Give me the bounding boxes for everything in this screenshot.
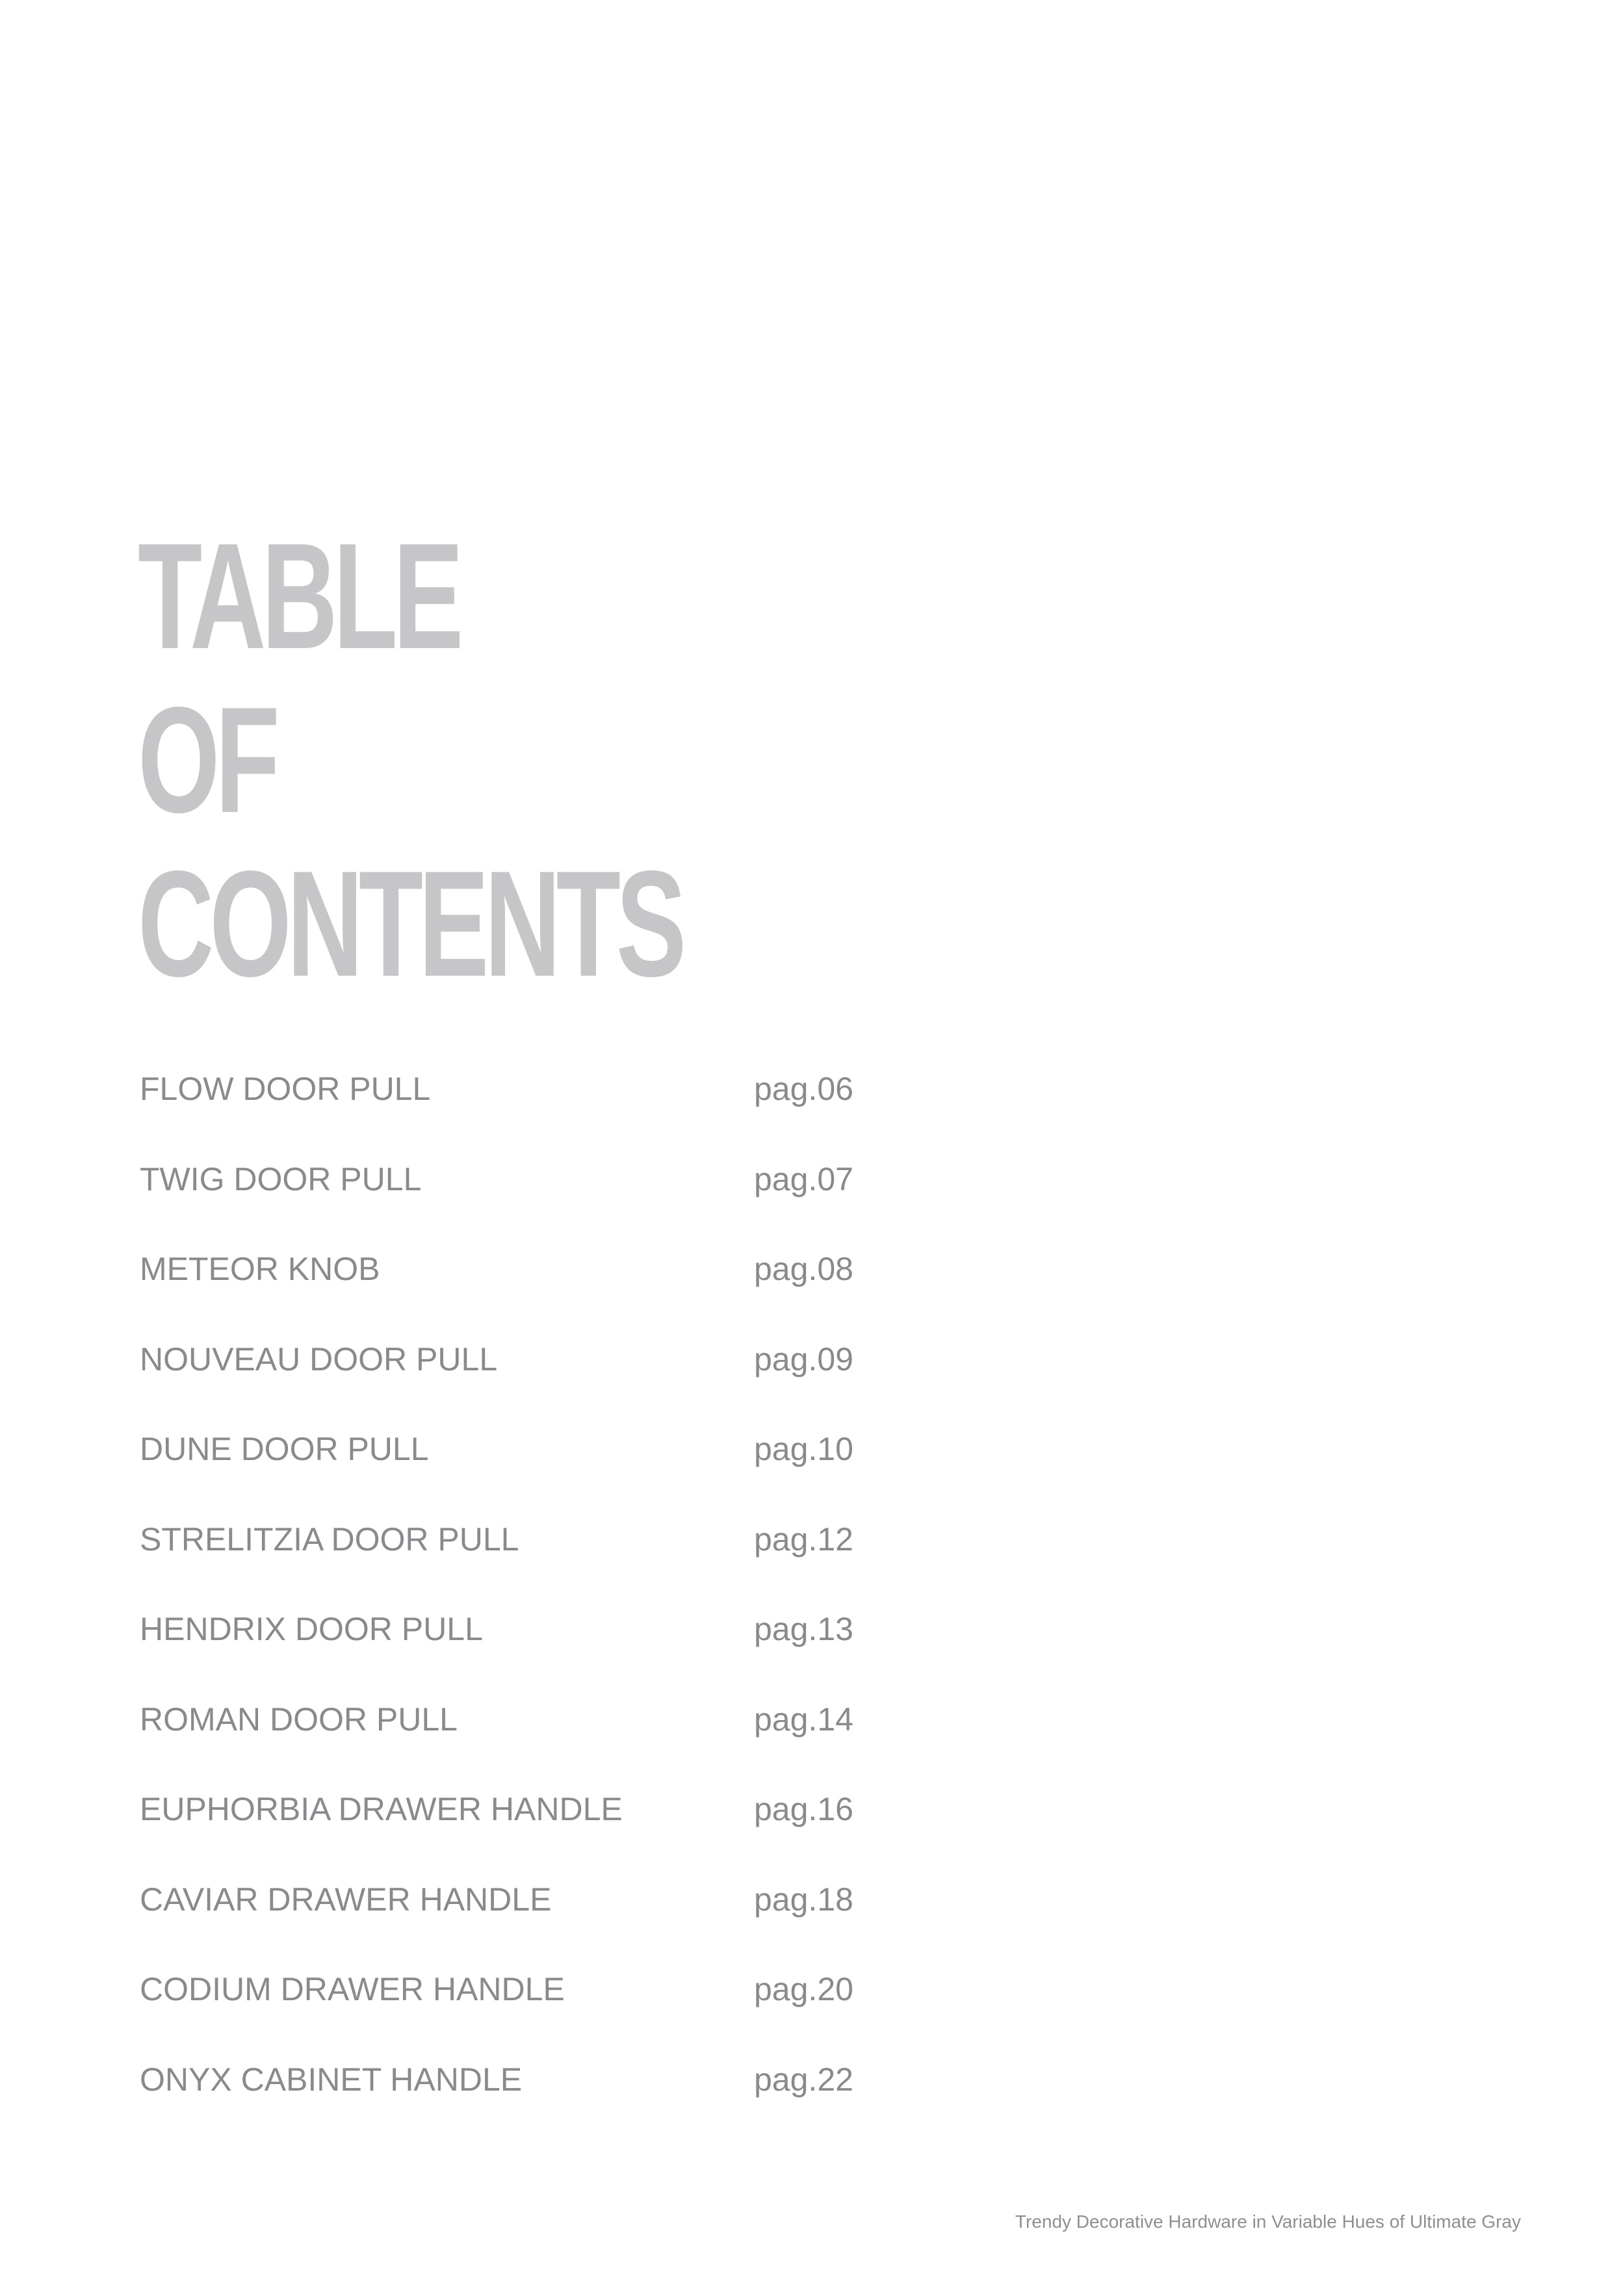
toc-entry-title: TWIG DOOR PULL [140,1160,422,1197]
toc-entry-title: EUPHORBIA DRAWER HANDLE [140,1791,623,1827]
toc-entry[interactable] [140,1066,920,1156]
toc-entry-title: ONYX CABINET HANDLE [140,2061,523,2098]
toc-entry[interactable] [140,2057,920,2147]
toc-entry-title: NOUVEAU DOOR PULL [140,1340,498,1377]
toc-entry-page: pag.06 [754,1071,853,1107]
toc-entry[interactable] [140,1426,920,1517]
toc-entry-title: CAVIAR DRAWER HANDLE [140,1881,552,1918]
page-footer: Trendy Decorative Hardware in Variable Hues of Ultimate Gray [1015,2211,1521,2232]
toc-entry[interactable] [140,1517,920,1607]
toc-entry-title: METEOR KNOB [140,1251,380,1287]
toc-entry-page: pag.07 [754,1160,853,1197]
toc-entry[interactable] [140,1786,920,1877]
toc-entry-page: pag.13 [754,1611,853,1647]
toc-entry-title: FLOW DOOR PULL [140,1071,431,1107]
toc-entry[interactable] [140,1337,920,1427]
toc-entry-page: pag.14 [754,1701,853,1738]
toc-entry[interactable] [140,1246,920,1337]
table-of-contents [140,1066,920,2146]
toc-entry[interactable] [140,1156,920,1247]
toc-entry[interactable] [140,1877,920,1967]
toc-entry-page: pag.22 [754,2061,853,2098]
toc-entry-title: HENDRIX DOOR PULL [140,1611,483,1647]
toc-entry[interactable] [140,1697,920,1787]
toc-entry-page: pag.10 [754,1431,853,1467]
toc-entry-page: pag.18 [754,1881,853,1918]
toc-entry-page: pag.12 [754,1520,853,1558]
page-title [138,512,682,1008]
toc-entry-title: DUNE DOOR PULL [140,1431,429,1467]
title-line-1: TABLE [138,512,460,681]
toc-entry-page: pag.08 [754,1251,853,1287]
toc-entry-title: ROMAN DOOR PULL [140,1701,458,1738]
toc-entry-page: pag.09 [754,1340,853,1377]
toc-entry-page: pag.16 [754,1791,853,1827]
title-line-3: CONTENTS [138,840,682,1008]
toc-entry-title: STRELITZIA DOOR PULL [140,1520,519,1558]
toc-entry-title: CODIUM DRAWER HANDLE [140,1971,565,2007]
toc-entry-page: pag.20 [754,1971,853,2007]
title-line-2: OF [138,676,276,844]
toc-entry[interactable] [140,1966,920,2057]
toc-entry[interactable] [140,1606,920,1697]
